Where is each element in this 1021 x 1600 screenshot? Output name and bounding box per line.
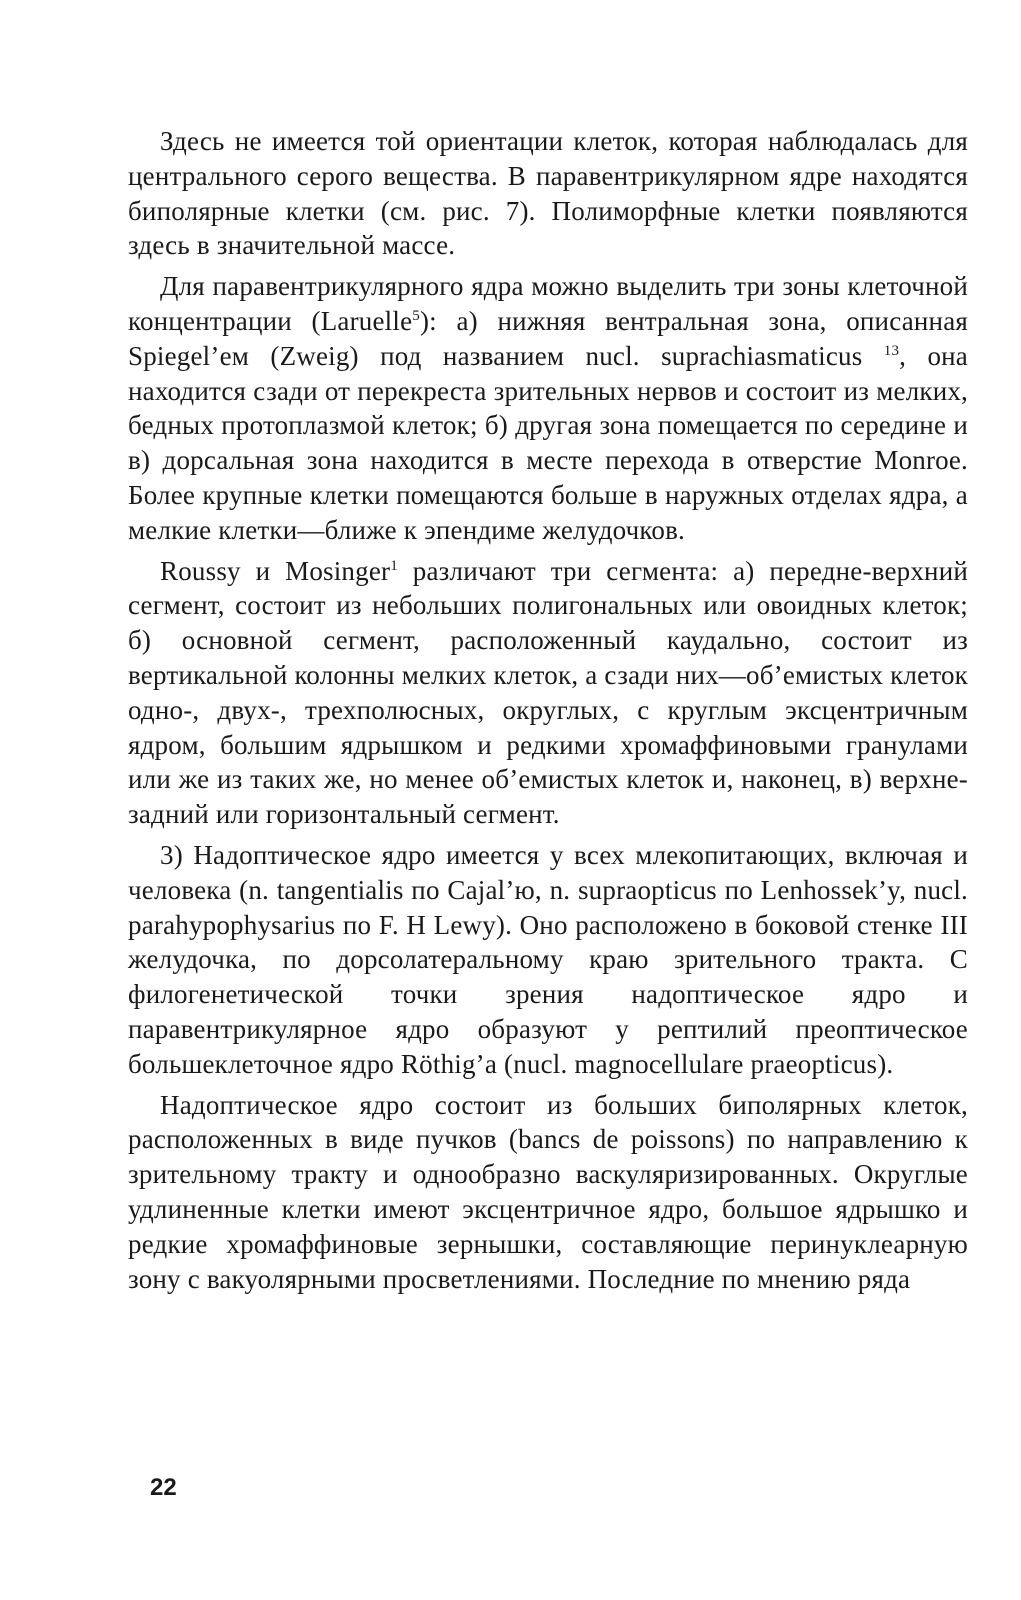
footnote-reference: 1 [390, 557, 398, 574]
paragraph-text: ): а) нижняя вентральная зона, описанная Spiegel’ем (Zweig) под названием nucl. suprachiasmaticus [128, 305, 968, 371]
page-body [128, 124, 968, 1302]
paragraph-3 [128, 554, 968, 832]
footnote-reference: 5 [412, 307, 420, 324]
paragraph-text: Надоптическое ядро состоит из больших биполярных клеток, расположенных в виде пучков (bancs de poissons) по направлению к зрительному тракту и однообразно васкуляризированных. Округлые удлиненные клетки имеют эксцентричное ядро, большое ядрышко и редкие хромаффиновые зернышки, составляющие перинуклеарную зону с вакуолярными просветлениями. Последние по мнению ряда [128, 1089, 968, 1294]
paragraph-text: Здесь не имеется той ориентации клеток, которая наблюдалась для центрального серого вещества. В паравентрикулярном ядре находятся биполярные клетки (см. рис. 7). Полиморфные клетки появляются здесь в значительной массе. [128, 126, 968, 261]
paragraph-2 [128, 269, 968, 547]
paragraph-4 [128, 838, 968, 1082]
paragraph-text: различают три сегмента: а) передне-верхний сегмент, состоит из небольших полигональных или овоидных клеток; б) основной сегмент, расположенный каудально, состоит из вертикальной колонны мелких клеток, а сзади них—об’емистых клеток одно-, двух-, трехполюсных, округлых, с круглым эксцентричным ядром, большим ядрышком и редкими хромаффиновыми гранулами или же из таких же, но менее об’емистых клеток и, наконец, в) верхне-задний или горизонтальный сегмент. [128, 555, 968, 830]
paragraph-5 [128, 1088, 968, 1297]
paragraph-text: Roussy и Mosinger [160, 555, 391, 586]
footnote-reference: 13 [883, 342, 900, 359]
paragraph-1 [128, 124, 968, 263]
paragraph-text: 3) Надоптическое ядро имеется у всех млекопитающих, включая и человека (n. tangentialis по Cajal’ю, n. supraopticus по Lenhossek’y, nucl. parahypophysarius по F. H Lewy). Оно расположено в боковой стенке III желудочка, по дорсолатеральному краю зрительного тракта. С филогенетической точки зрения надоптическое ядро и паравентрикулярное ядро образуют у рептилий преоптическое большеклеточное ядро Röthig’a (nucl. magnocellulare praeopticus). [128, 839, 968, 1079]
page-number: 22 [150, 1474, 177, 1501]
paragraph-text: , она находится сзади от перекреста зрительных нервов и состоит из мелких, бедных протоплазмой клеток; б) другая зона помещается по середине и в) дорсальная зона находится в месте перехода в отверстие Monroe. Более крупные клетки помещаются больше в наружных отделах ядра, а мелкие клетки—ближе к эпендиме желудочков. [128, 340, 968, 545]
paragraph-text: Для паравентрикулярного ядра можно выделить три зоны клеточной концентрации (Laruelle [128, 271, 968, 336]
